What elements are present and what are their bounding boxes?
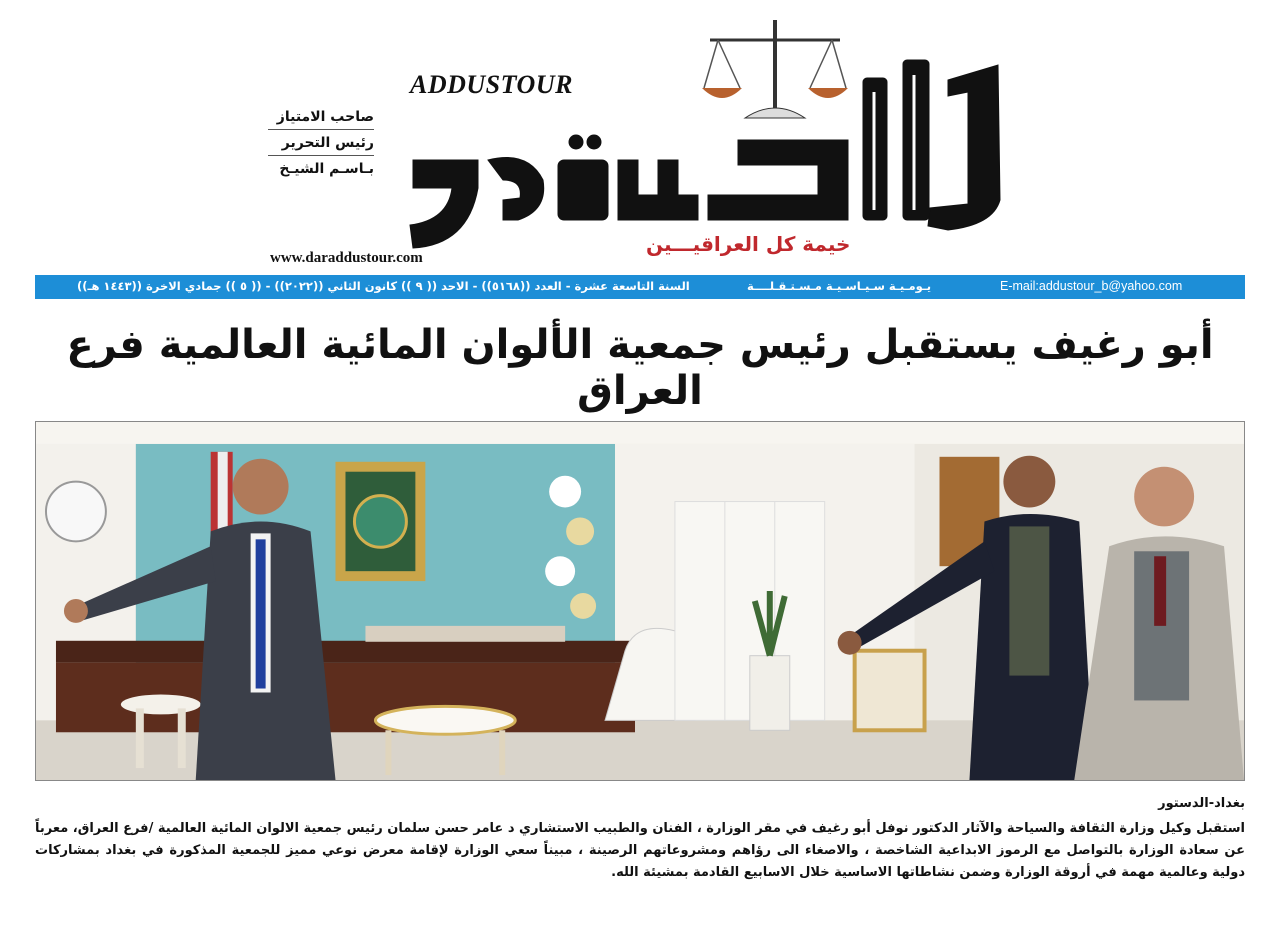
issue-date-line: السنة التاسعة عشرة - العدد ((٥١٦٨)) - الاحد (( ٩ )) كانون الثاني ((٢٠٢٢)) - (( ٥ )) جمادي الاخرة ((١٤٤٣ هـ)) (77, 279, 690, 293)
editorial-staff (268, 104, 374, 181)
staff-line-name: بـاسـم الشيـخ (279, 161, 374, 177)
article-body: استقبل وكيل وزارة الثقافة والسياحة والآثار الدكتور نوفل أبو رغيف في مقر الوزارة ، الفنان والطبيب الاستشاري د عامر حسن سلمان رئيس جمعية الالوان المائية العالمية /فرع العراق، معرباً عن سعادة الوزارة بالتواصل مع الرموز الابداعية الشاخصة ، والاصغاء الى رؤاهم ومشروعاتهم الرصينة ، مبيناً سعي الوزارة لإقامة معرض نوعي مميز للجمعية المذكورة في بغداد بمشاركات دولية وعالمية مهمة في أروقة الوزارة وضمن نشاطاتها الاساسية خلال الاسابيع القادمة بمشيئة الله. (35, 821, 1245, 880)
slogan: خيمة كل العراقيـــين (646, 232, 851, 256)
scales-of-justice-icon (700, 18, 850, 128)
article-headline: أبو رغيف يستقبل رئيس جمعية الألوان المائية العالمية فرع العراق (66, 322, 1214, 414)
latin-title: ADDUSTOUR (410, 70, 573, 99)
issue-info-bar (35, 275, 1245, 299)
staff-line-owner: صاحب الامتياز (268, 104, 374, 130)
paper-tagline: يـومـيـة سـيـاسـيـة مـسـتـقـلــــة (747, 279, 932, 293)
article-dateline: بغداد-الدستور (1158, 796, 1245, 811)
staff-line-editor: رئيس التحرير (268, 130, 374, 156)
article-photo (35, 421, 1245, 781)
contact-email: E-mail:addustour_b@yahoo.com (1000, 279, 1183, 293)
website-url: www.daraddustour.com (270, 250, 423, 266)
masthead (0, 0, 1280, 275)
